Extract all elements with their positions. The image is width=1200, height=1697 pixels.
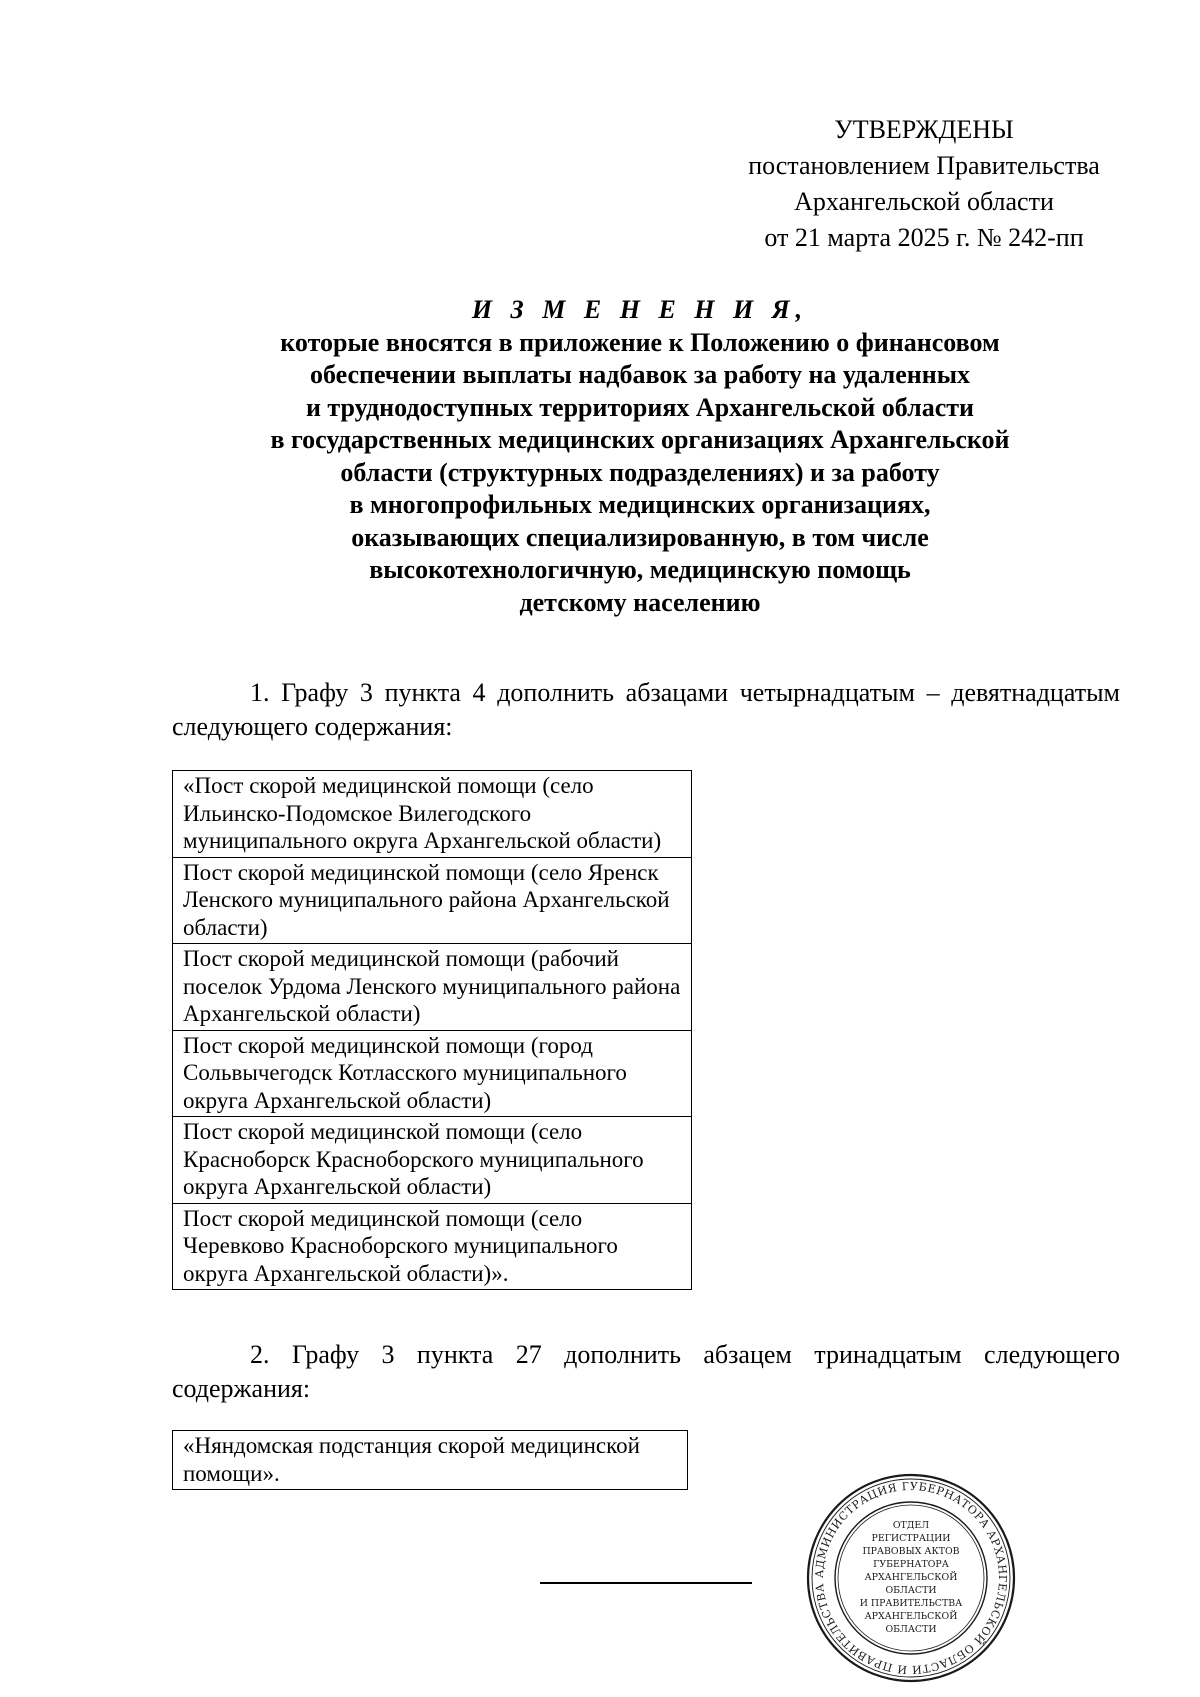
table-row: Пост скорой медицинской помощи (рабочий поселок Урдома Ленского муниципального района Архангельской области): [173, 944, 691, 1031]
heading-line: детскому населению: [519, 587, 761, 617]
heading-line: обеспечении выплаты надбавок за работу на удаленных: [309, 360, 971, 389]
seal-outer-text: АДМИНИСТРАЦИЯ ГУБЕРНАТОРА АРХАНГЕЛЬСКОЙ ОБЛАСТИ И ПРАВИТЕЛЬСТВА: [812, 1479, 1010, 1677]
approval-line-3: от 21 марта 2025 г. № 242-пп: [764, 223, 1084, 252]
seal-inner-line: ПРАВОВЫХ АКТОВ: [862, 1546, 960, 1557]
table-row: Пост скорой медицинской помощи (село Черевково Красноборского муниципального округа Архангельской области)».: [183, 1205, 618, 1286]
official-seal: [805, 1472, 1017, 1684]
seal-inner-line: РЕГИСТРАЦИИ: [871, 1533, 951, 1544]
table-row: Пост скорой медицинской помощи (село Красноборск Красноборского муниципального округа Архангельской области): [173, 1117, 691, 1204]
heading-line: в многопрофильных медицинских организациях,: [349, 490, 931, 519]
table-row: «Няндомская подстанция скорой медицинской помощи».: [183, 1433, 640, 1486]
seal-inner-line: И ПРАВИТЕЛЬСТВА: [859, 1598, 963, 1609]
table-row: Пост скорой медицинской помощи (село Яренск Ленского муниципального района Архангельской области): [173, 858, 691, 945]
item-1-paragraph: [172, 676, 1120, 744]
amendment-table-2: [172, 1430, 688, 1490]
heading-line: в государственных медицинских организациях Архангельской: [270, 425, 1010, 454]
seal-inner-line: АРХАНГЕЛЬСКОЙ: [864, 1611, 958, 1622]
heading-line: области (структурных подразделениях) и за работу: [340, 457, 940, 487]
heading-line: высокотехнологичную, медицинскую помощь: [369, 555, 911, 584]
closing-rule: [540, 1582, 752, 1584]
seal-inner-line: ОТДЕЛ: [892, 1520, 930, 1531]
seal-inner-line: ГУБЕРНАТОРА: [873, 1559, 949, 1570]
heading-line: оказывающих специализированную, в том числе: [351, 522, 929, 552]
approval-block: [724, 112, 1124, 256]
approval-line-1: постановлением Правительства: [748, 151, 1100, 180]
seal-inner-line: ОБЛАСТИ: [885, 1585, 937, 1596]
item-2-first-line: 2. Графу 3 пункта 27 дополнить абзацем тринадцатым следующего: [250, 1340, 1120, 1369]
seal-stamp-icon: [805, 1472, 1017, 1684]
heading-line: которые вносятся в приложение к Положению о финансовом: [280, 327, 1000, 357]
heading-line: и труднодоступных территориях Архангельской области: [305, 392, 975, 422]
item-2-rest: содержания:: [172, 1374, 311, 1403]
table-row: «Пост скорой медицинской помощи (село Ильинско-Подомское Вилегодского муниципального округа Архангельской области): [173, 771, 691, 858]
item-1-first-line: 1. Графу 3 пункта 4 дополнить абзацами четырнадцатым – девятнадцатым: [250, 678, 1120, 707]
item-2-paragraph: [172, 1338, 1120, 1406]
approval-title: УТВЕРЖДЕНЫ: [834, 115, 1014, 144]
amendment-table-1: [172, 770, 692, 1290]
table-row: Пост скорой медицинской помощи (город Сольвычегодск Котласского муниципального округа Архангельской области): [173, 1031, 691, 1118]
item-1-rest: следующего содержания:: [172, 712, 453, 741]
seal-inner-line: ОБЛАСТИ: [885, 1624, 937, 1635]
approval-line-2: Архангельской области: [794, 187, 1054, 216]
heading-title: И З М Е Н Е Н И Я,: [471, 295, 809, 324]
seal-inner-line: АРХАНГЕЛЬСКОЙ: [864, 1572, 958, 1583]
document-heading: [160, 294, 1120, 619]
